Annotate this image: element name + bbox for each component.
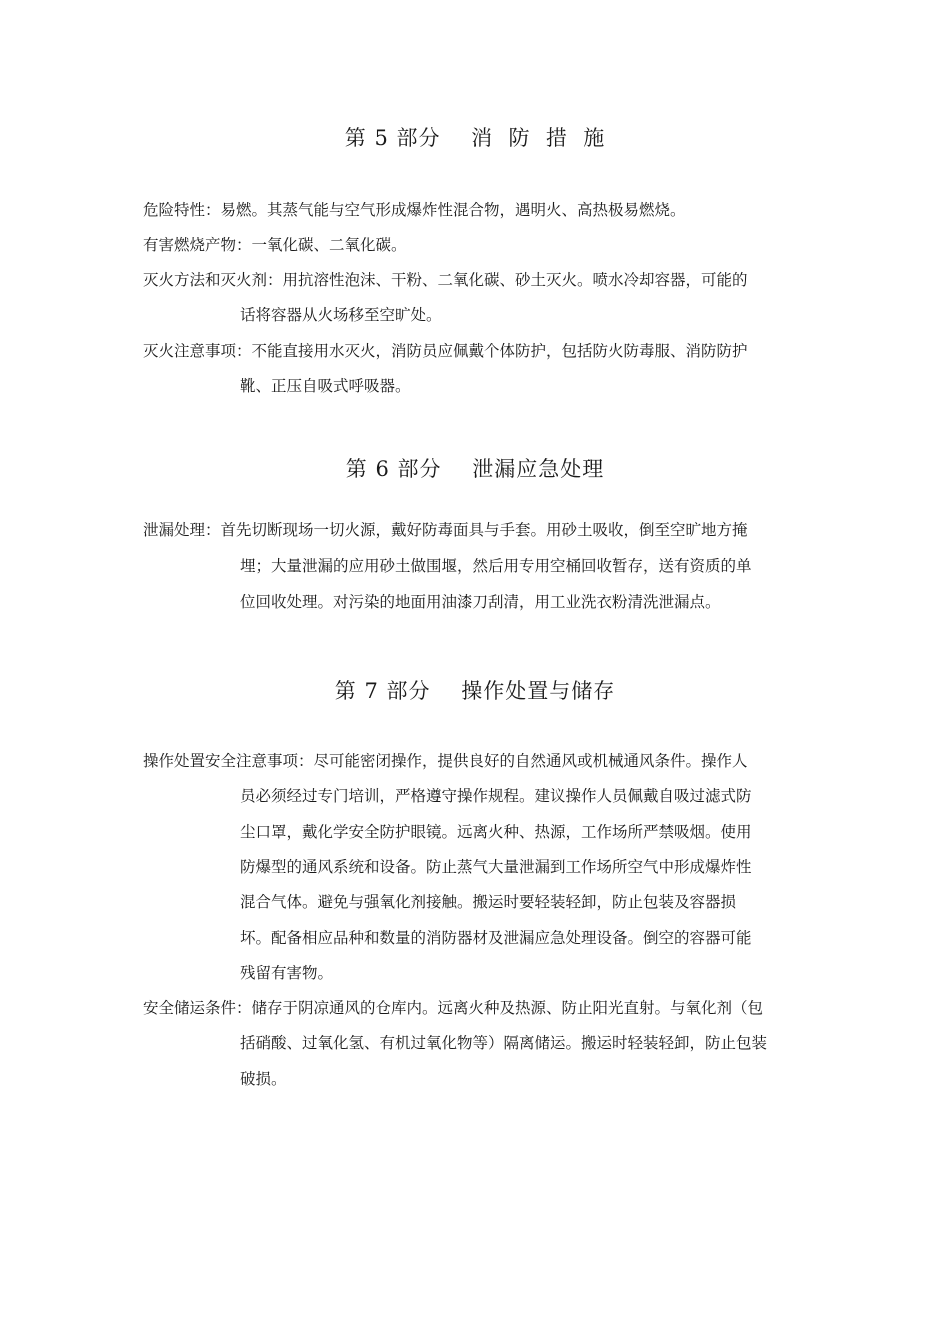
section-5-line-extinguishing-cont: 话将容器从火场移至空旷处。 [240, 306, 442, 324]
section-7-line-storage: 安全储运条件：储存于阴凉通风的仓库内。远离火种及热源、防止阳光直射。与氧化剂（包 [143, 999, 764, 1017]
section-7-heading: 第 7 部分 操作处置与储存 [334, 679, 616, 703]
section-5-line-precautions: 灭火注意事项：不能直接用水灭火，消防员应佩戴个体防护，包括防火防毒服、消防防护 [143, 342, 748, 360]
section-6-line-leak-handling: 泄漏处理：首先切断现场一切火源，戴好防毒面具与手套。用砂土吸收，倒至空旷地方掩 [143, 521, 748, 539]
section-5-line-precautions-cont: 靴、正压自吸式呼吸器。 [240, 377, 411, 395]
section-5-line-combustion-products: 有害燃烧产物：一氧化碳、二氧化碳。 [143, 236, 407, 254]
section-7-line-handling-cont-2: 尘口罩，戴化学安全防护眼镜。远离火种、热源，工作场所严禁吸烟。使用 [240, 823, 752, 841]
section-7-line-handling-cont-4: 混合气体。避免与强氧化剂接触。搬运时要轻装轻卸，防止包装及容器损 [240, 893, 737, 911]
section-7-line-storage-cont-2: 破损。 [240, 1070, 287, 1088]
section-7-line-handling-cont-5: 坏。配备相应品种和数量的消防器材及泄漏应急处理设备。倒空的容器可能 [240, 929, 752, 947]
section-6-line-leak-handling-cont-1: 埋；大量泄漏的应用砂土做围堰，然后用专用空桶回收暂存，送有资质的单 [240, 557, 752, 575]
section-6-line-leak-handling-cont-2: 位回收处理。对污染的地面用油漆刀刮清，用工业洗衣粉清洗泄漏点。 [240, 593, 721, 611]
section-5-heading: 第 5 部分 消 防 措 施 [344, 126, 606, 150]
section-7-line-handling: 操作处置安全注意事项：尽可能密闭操作，提供良好的自然通风或机械通风条件。操作人 [143, 752, 748, 770]
section-7-line-handling-cont-1: 员必须经过专门培训，严格遵守操作规程。建议操作人员佩戴自吸过滤式防 [240, 787, 752, 805]
section-6-heading: 第 6 部分 泄漏应急处理 [345, 457, 605, 481]
section-5-line-hazard: 危险特性：易燃。其蒸气能与空气形成爆炸性混合物，遇明火、高热极易燃烧。 [143, 201, 686, 219]
section-7-line-storage-cont-1: 括硝酸、过氧化氢、有机过氧化物等）隔离储运。搬运时轻装轻卸，防止包装 [240, 1034, 768, 1052]
section-7-line-handling-cont-3: 防爆型的通风系统和设备。防止蒸气大量泄漏到工作场所空气中形成爆炸性 [240, 858, 752, 876]
section-5-line-extinguishing: 灭火方法和灭火剂：用抗溶性泡沫、干粉、二氧化碳、砂土灭火。喷水冷却容器，可能的 [143, 271, 748, 289]
section-7-line-handling-cont-6: 残留有害物。 [240, 964, 334, 982]
